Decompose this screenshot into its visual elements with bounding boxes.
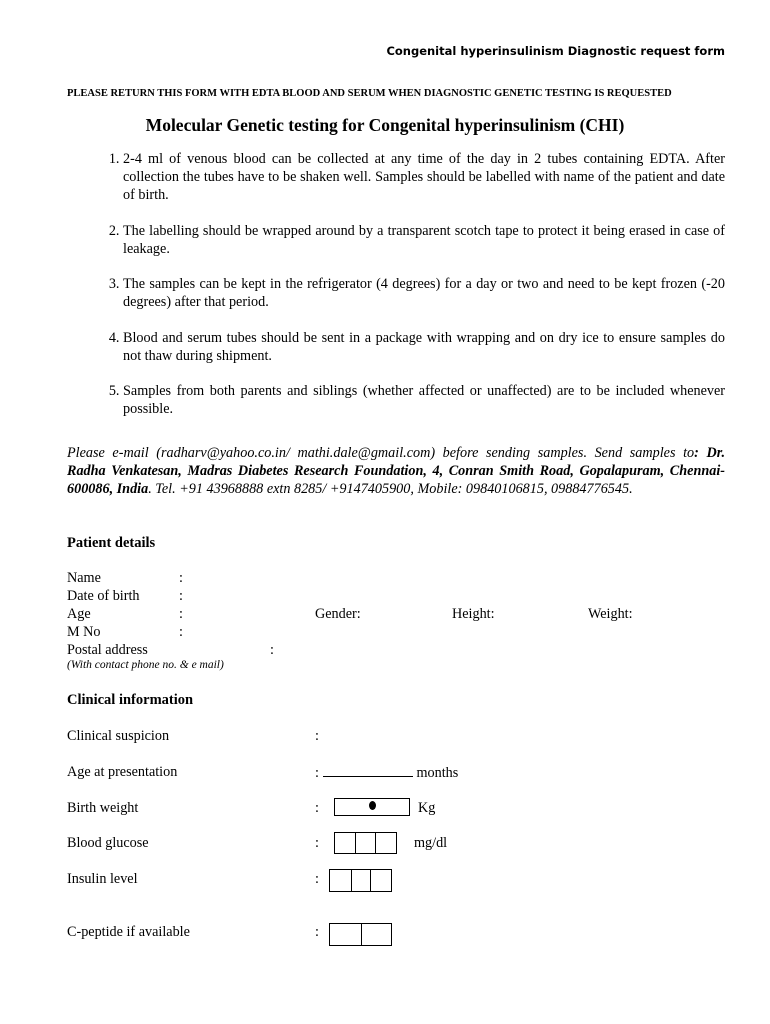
insulin-level-boxes[interactable]	[329, 869, 392, 892]
birth-weight-label: Birth weight	[67, 800, 139, 816]
c-peptide-digit-box[interactable]	[362, 924, 390, 945]
c-peptide-label: C-peptide if available	[67, 924, 190, 940]
age-colon: :	[179, 606, 183, 622]
blood-glucose-digit-box[interactable]	[356, 833, 376, 853]
contact-colon: :	[694, 445, 699, 461]
clinical-suspicion-label: Clinical suspicion	[67, 728, 170, 744]
instructions-list	[67, 150, 725, 436]
insulin-digit-box[interactable]	[330, 870, 352, 891]
postal-colon: :	[270, 642, 274, 658]
insulin-digit-box[interactable]	[352, 870, 371, 891]
mno-label: M No	[67, 624, 101, 640]
instruction-item: 4. Blood and serum tubes should be sent in a package with wrapping and on dry ice to ensure samples do not thaw during shipment.	[123, 329, 725, 365]
clinical-info-heading: Clinical information	[67, 692, 194, 708]
instruction-item: 2. The labelling should be wrapped around by a transparent scotch tape to protect it being erased in case of leakage.	[123, 222, 725, 258]
age-presentation-label: Age at presentation	[67, 764, 178, 780]
return-note: PLEASE RETURN THIS FORM WITH EDTA BLOOD AND SERUM WHEN DIAGNOSTIC GENETIC TESTING IS REQUESTED	[67, 88, 672, 99]
gender-label: Gender:	[315, 606, 361, 622]
decimal-point-marker	[369, 801, 376, 810]
contact-intro: Please e-mail (radharv@yahoo.co.in/ mathi.dale@gmail.com) before sending samples. Send samples to	[67, 445, 695, 461]
main-title: Molecular Genetic testing for Congenital hyperinsulinism (CHI)	[145, 115, 625, 135]
insulin-digit-box[interactable]	[371, 870, 390, 891]
contact-address: Dr. Radha Venkatesan, Madras Diabetes Research Foundation, 4, Conran Smith Road, Gopalapuram, Chennai-600086, India	[67, 445, 725, 497]
age-label: Age	[67, 606, 91, 622]
instruction-item: 1. 2-4 ml of venous blood can be collected at any time of the day in 2 tubes containing EDTA. After collection the tubes have to be shaken well. Samples should be labelled with name of the patient and date of birth.	[123, 150, 725, 204]
birth-weight-colon: :	[315, 800, 319, 816]
age-presentation-field[interactable]	[315, 764, 458, 782]
postal-note: (With contact phone no. & e mail)	[67, 659, 224, 671]
form-header-title: Congenital hyperinsulinism Diagnostic request form	[386, 44, 725, 58]
weight-label: Weight:	[588, 606, 633, 622]
patient-details-heading: Patient details	[67, 535, 156, 551]
blood-glucose-colon: :	[315, 835, 319, 851]
blood-glucose-digit-box[interactable]	[376, 833, 395, 853]
age-presentation-unit: months	[416, 765, 459, 781]
mno-colon: :	[179, 624, 183, 640]
age-presentation-blank[interactable]	[323, 764, 413, 777]
blood-glucose-label: Blood glucose	[67, 835, 149, 851]
c-peptide-digit-box[interactable]	[330, 924, 362, 945]
height-label: Height:	[452, 606, 495, 622]
name-colon: :	[179, 570, 183, 586]
blood-glucose-unit: mg/dl	[414, 835, 448, 851]
instruction-item: 5. Samples from both parents and siblings (whether affected or unaffected) are to be included whenever possible.	[123, 382, 725, 418]
blood-glucose-digit-box[interactable]	[335, 833, 356, 853]
c-peptide-boxes[interactable]	[329, 923, 392, 946]
instruction-item: 3. The samples can be kept in the refrigerator (4 degrees) for a day or two and need to be kept frozen (-20 degrees) after that period.	[123, 275, 725, 311]
dob-label: Date of birth	[67, 588, 140, 604]
contact-phones: . Tel. +91 43968888 extn 8285/ +9147405900, Mobile: 09840106815, 09884776545.	[148, 481, 633, 497]
blood-glucose-boxes[interactable]	[334, 832, 397, 854]
contact-paragraph	[67, 444, 725, 498]
clinical-suspicion-colon: :	[315, 728, 319, 744]
c-peptide-colon: :	[315, 924, 319, 940]
insulin-level-label: Insulin level	[67, 871, 138, 887]
postal-label: Postal address	[67, 642, 148, 658]
insulin-level-colon: :	[315, 871, 319, 887]
birth-weight-unit: Kg	[418, 800, 436, 816]
name-label: Name	[67, 570, 101, 586]
age-presentation-colon: :	[315, 765, 319, 781]
dob-colon: :	[179, 588, 183, 604]
